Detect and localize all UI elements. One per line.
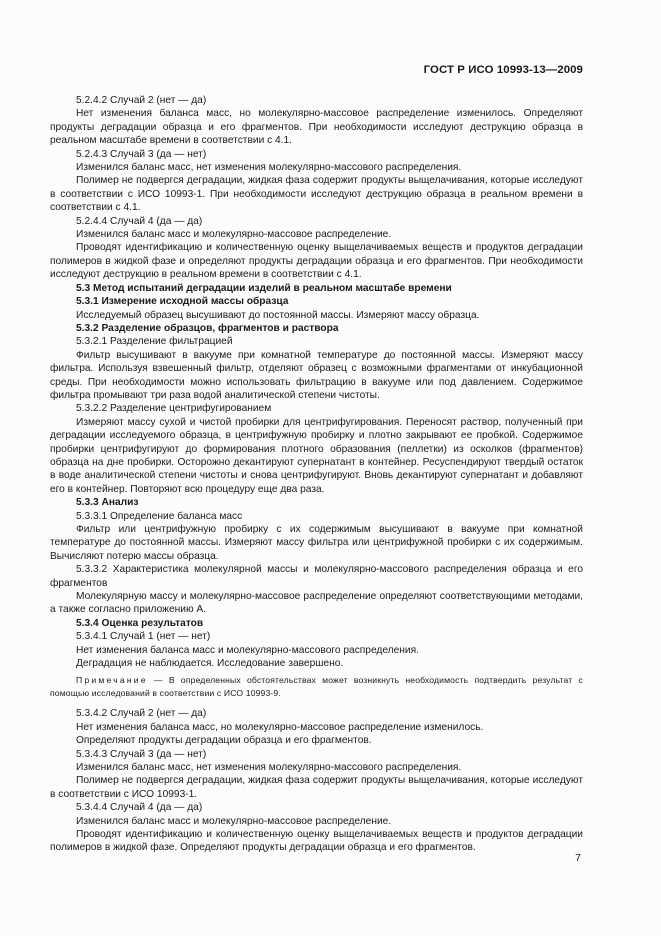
paragraph: Проводят идентификацию и количественную оценку выщелачиваемых веществ и продуктов деградации полимеров в жидкой фазе. Определяют продукты деградации образца и его фрагментов. xyxy=(50,828,583,854)
paragraph: Проводят идентификацию и количественную оценку выщелачиваемых веществ и продуктов деградации полимеров в жидкой фазе и определяют продукты деградации образца и его фрагментов. При необходимости исследуют деструкцию в реальном времени в соответствии с 4.1. xyxy=(50,242,583,281)
paragraph: 5.3.2.2 Разделение центрифугированием xyxy=(76,403,272,415)
paragraph: 5.3.4.1 Случай 1 (нет — нет) xyxy=(76,631,211,643)
paragraph: 5.3.3.2 Характеристика молекулярной массы и молекулярно-массового распределения образца и его фрагментов xyxy=(50,564,583,589)
paragraph: Изменился баланс масс и молекулярно-массовое распределение. xyxy=(76,815,392,827)
paragraph: Нет изменения баланса масс, но молекулярно-массовое распределение изменилось. Определяют продукты деградации образца и его фрагментов. При необходимости исследуют деструкцию образца в реальном масштабе времени в соответствии с 4.1. xyxy=(50,108,583,147)
paragraph: Полимер не подвергся деградации, жидкая фаза содержит продукты выщелачивания, которые исследуют в соответствии с ИСО 10993-1. При необходимости исследуют деструкцию образца в реальном времени в соответствии с 4.1. xyxy=(50,175,583,214)
paragraph: 5.3.4.4 Случай 4 (да — да) xyxy=(76,802,203,814)
section-heading: 5.3.1 Измерение исходной массы образца xyxy=(76,296,289,308)
paragraph: Изменился баланс масс, нет изменения молекулярно-массового распределения. xyxy=(76,761,462,773)
paragraph: Изменился баланс масс и молекулярно-массовое распределение. xyxy=(76,229,392,241)
paragraph: 5.2.4.2 Случай 2 (нет — да) xyxy=(76,95,207,106)
paragraph: 5.3.4.3 Случай 3 (да — нет) xyxy=(76,748,207,760)
paragraph: 5.2.4.3 Случай 3 (да — нет) xyxy=(76,148,207,160)
note xyxy=(50,674,583,699)
paragraph: Полимер не подвергся деградации, жидкая фаза содержит продукты выщелачивания, которые исследуют в соответствии с ИСО 10993-1. xyxy=(50,775,583,800)
paragraph: 5.3.2.1 Разделение фильтрацией xyxy=(76,336,233,348)
page-number: 7 xyxy=(575,852,581,864)
paragraph: 5.3.3.1 Определение баланса масс xyxy=(76,510,243,522)
paragraph: Нет изменения баланса масс, но молекулярно-массовое распределение изменилось. xyxy=(76,721,484,733)
paragraph: Фильтр высушивают в вакууме при комнатной температуре до постоянной массы. Измеряют массу фильтра. Используя взвешенный фильтр, отделяют образец с возможными фрагментами от инкубационной среды. При необходимости можно использовать фильтрацию в вакууме или под давлением. Содержимое фильтра промывают три раза водой аналитической степени чистоты. xyxy=(50,349,583,401)
section-heading: 5.3.2 Разделение образцов, фрагментов и раствора xyxy=(76,322,339,334)
paragraph: Измеряют массу сухой и чистой пробирки для центрифугирования. Переносят раствор, полученный при деградации исследуемого образца, в центрифужную пробирку и плотно закрывают ее пробкой. Содержимое пробирки центрифугируют до формирования плотного образования (пеллетки) из осколков (фрагментов) образца на дне пробирки. Осторожно декантируют супернатант в контейнер. Ресуспендируют твердый остаток в воде аналитической степени чистоты и снова центрифугируют. Вновь декантируют супернатант и добавляют его в контейнер. Повторяют всю процедуру еще два раза. xyxy=(50,416,583,495)
paragraph: Определяют продукты деградации образца и его фрагментов. xyxy=(76,735,372,747)
paragraph: Исследуемый образец высушивают до постоянной массы. Измеряют массу образца. xyxy=(76,309,480,321)
note-label: Примечание xyxy=(76,675,148,686)
section-heading: 5.3.3 Анализ xyxy=(76,497,139,509)
paragraph: Изменился баланс масс, нет изменения молекулярно-массового распределения. xyxy=(76,162,462,174)
paragraph: Фильтр или центрифужную пробирку с их содержимым высушивают в вакууме при комнатной температуре до постоянной массы. Измеряют массу фильтра или центрифужной пробирки с их содержимым. Вычисляют потерю массы образца. xyxy=(50,524,583,562)
paragraph: Деградация не наблюдается. Исследование завершено. xyxy=(76,658,344,670)
paragraph: 5.3.4.2 Случай 2 (нет — да) xyxy=(76,708,207,720)
section-heading: 5.3.4 Оценка результатов xyxy=(76,617,204,629)
note-text: — В определенных обстоятельствах может возникнуть необходимость подтвердить результат с помощью исследований в соответствии с ИСО 10993-9. xyxy=(50,675,583,698)
document-number-header: ГОСТ Р ИСО 10993-13—2009 xyxy=(423,64,583,76)
section-heading: 5.3 Метод испытаний деградации изделий в реальном масштабе времени xyxy=(76,282,452,294)
paragraph: Нет изменения баланса масс и молекулярно-массового распределения. xyxy=(76,644,419,656)
paragraph: 5.2.4.4 Случай 4 (да — да) xyxy=(76,215,203,227)
document-body xyxy=(50,94,583,855)
paragraph: Молекулярную массу и молекулярно-массовое распределение определяют соответствующими методами, а также согласно приложению А. xyxy=(50,591,583,616)
